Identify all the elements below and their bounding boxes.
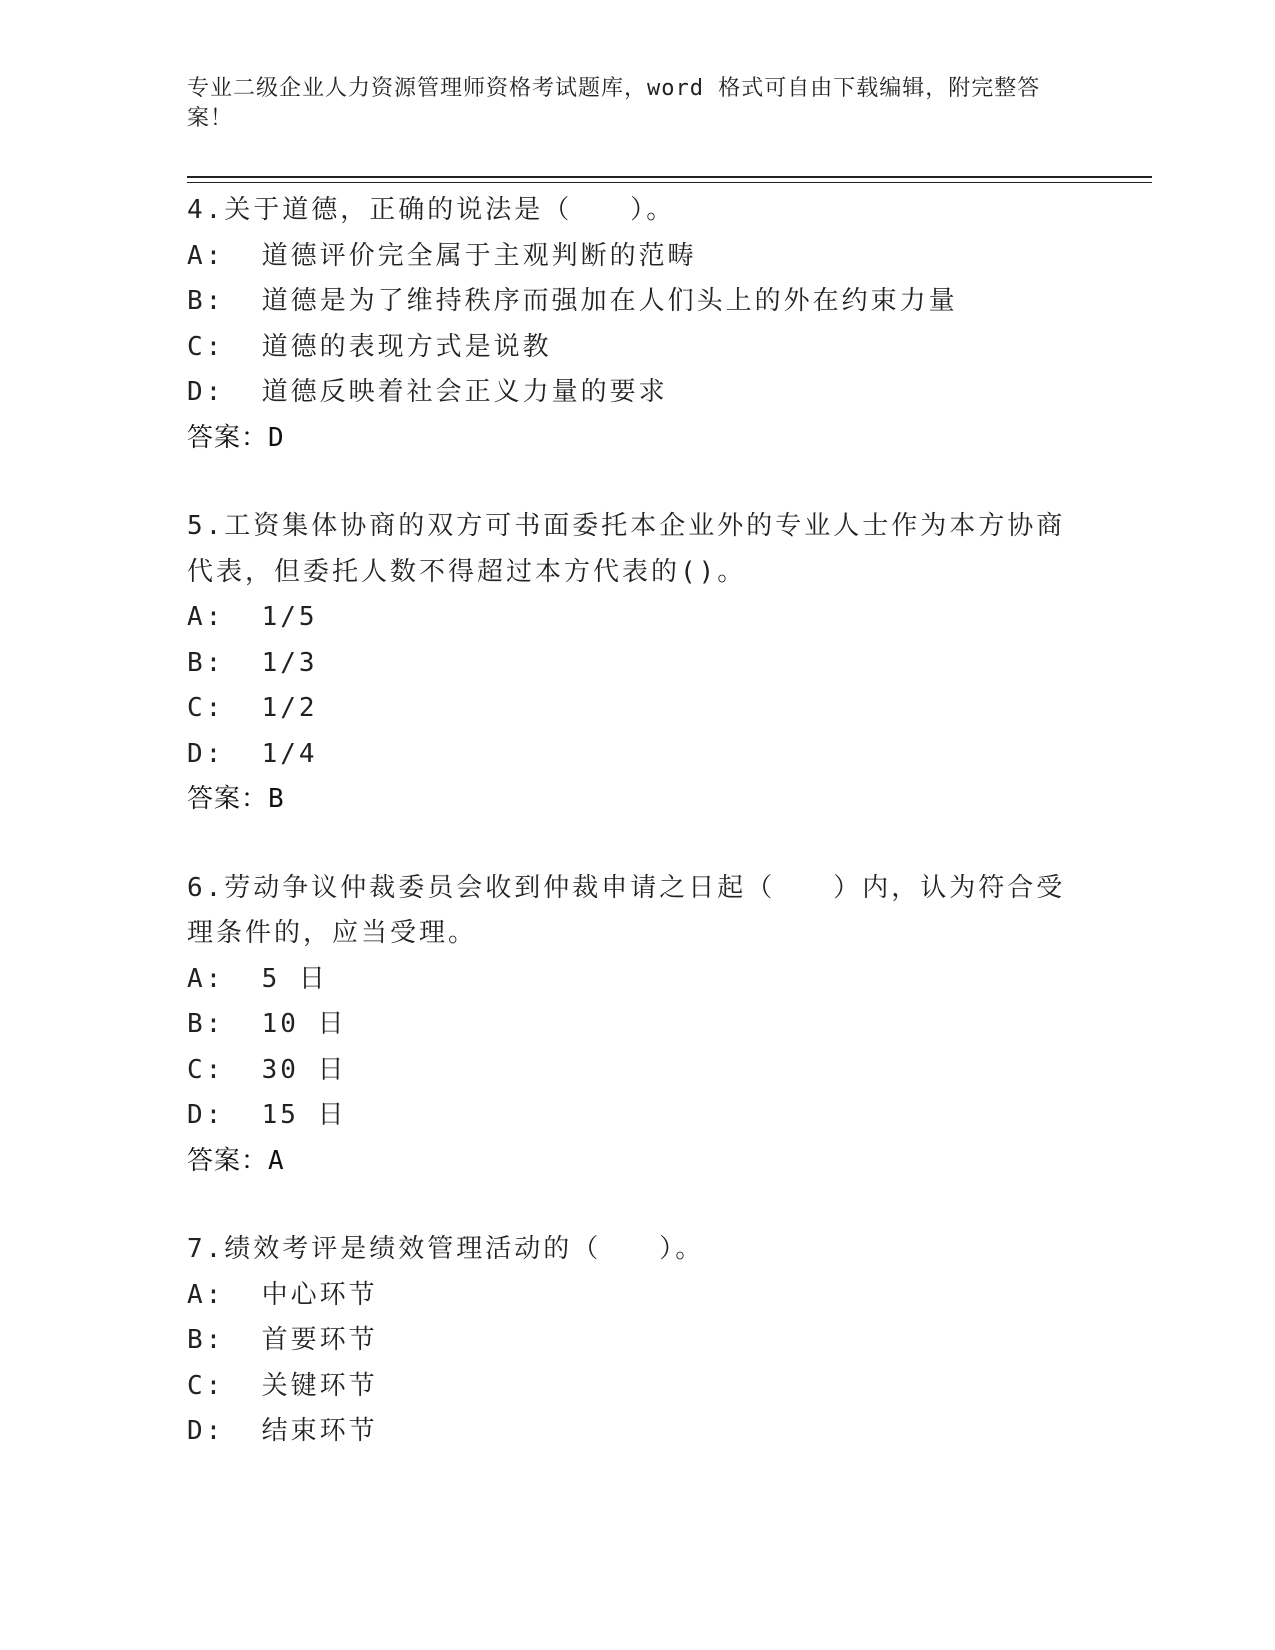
- option-a: A: 道德评价完全属于主观判断的范畴: [187, 240, 697, 271]
- answer-value: A: [268, 1145, 285, 1176]
- option-c: C: 关键环节: [187, 1370, 378, 1401]
- option-a: A: 1/5: [187, 602, 318, 632]
- answer-value: B: [268, 784, 285, 814]
- document-header: 专业二级企业人力资源管理师资格考试题库，word 格式可自由下载编辑，附完整答案！: [187, 76, 1041, 131]
- question-stem: 5.工资集体协商的双方可书面委托本企业外的专业人士作为本方协商代表，但委托人数不得超过本方代表的()。: [187, 511, 1066, 587]
- option-d: D: 道德反映着社会正义力量的要求: [187, 377, 668, 407]
- option-b: B: 1/3: [187, 647, 318, 678]
- option-d: D: 结束环节: [187, 1416, 378, 1446]
- answer-line: [187, 777, 1067, 823]
- answer-label: 答案：: [187, 784, 269, 814]
- option-d: D: 15 日: [187, 1100, 347, 1130]
- option-c: C: 1/2: [187, 693, 318, 723]
- answer-line: [187, 1139, 1067, 1185]
- option-a: A: 5 日: [187, 963, 328, 994]
- option-a: A: 中心环节: [187, 1279, 378, 1310]
- question-6: [187, 866, 1067, 1185]
- header-rule-thick: [187, 176, 1152, 178]
- question-5: [187, 504, 1067, 823]
- answer-value: D: [268, 422, 285, 453]
- answer-label: 答案：: [187, 422, 269, 453]
- question-stem: 7.绩效考评是绩效管理活动的（ ）。: [187, 1234, 705, 1264]
- question-stem: 6.劳动争议仲裁委员会收到仲裁申请之日起（ ）内，认为符合受理条件的，应当受理。: [187, 872, 1066, 948]
- option-b: B: 道德是为了维持秩序而强加在人们头上的外在约束力量: [187, 286, 958, 316]
- option-d: D: 1/4: [187, 738, 318, 769]
- answer-label: 答案：: [187, 1145, 269, 1176]
- option-c: C: 道德的表现方式是说教: [187, 331, 552, 362]
- question-7: [187, 1227, 1067, 1455]
- answer-line: [187, 416, 1067, 462]
- header-rule-thin: [187, 182, 1152, 183]
- question-stem: 4.关于道德，正确的说法是（ ）。: [187, 195, 676, 225]
- option-b: B: 10 日: [187, 1009, 347, 1039]
- question-list: [187, 188, 1067, 1498]
- question-4: [187, 188, 1067, 461]
- option-c: C: 30 日: [187, 1054, 347, 1085]
- option-b: B: 首要环节: [187, 1325, 378, 1355]
